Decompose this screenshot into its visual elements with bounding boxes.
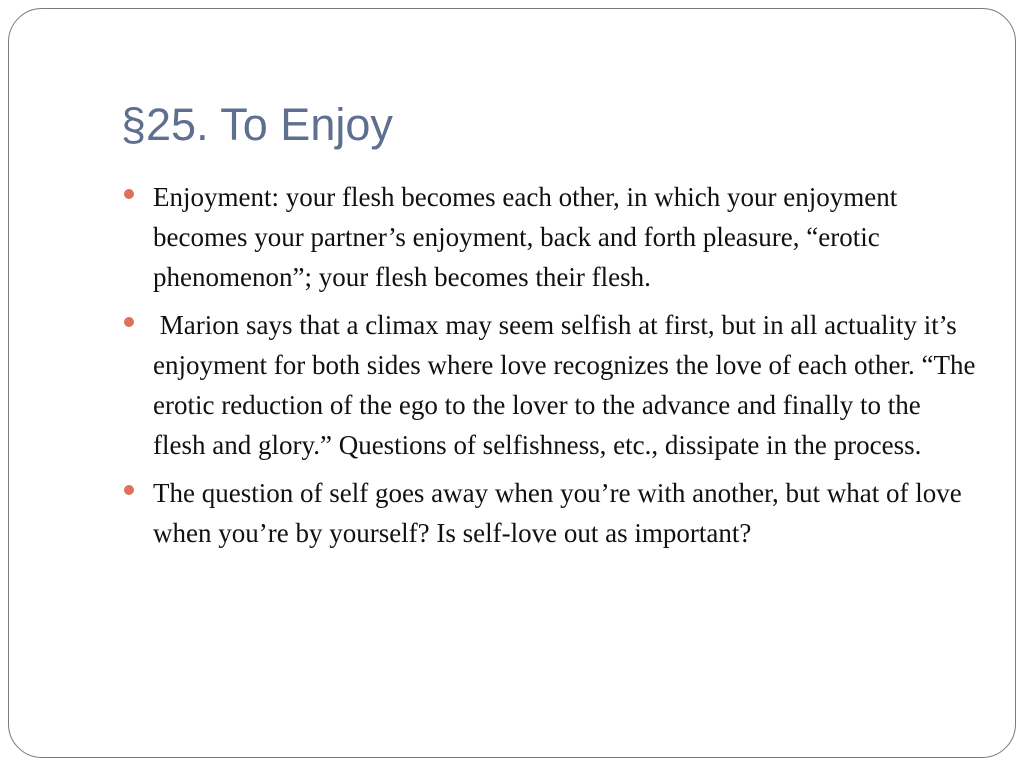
bullet-list (153, 177, 983, 561)
bullet-item-3 (153, 473, 977, 553)
slide-title: §25. To Enjoy (121, 99, 393, 150)
bullet-item-2 (153, 305, 983, 465)
bullet-dot-icon (124, 189, 134, 199)
bullet-text-1: Enjoyment: your flesh becomes each other, in which your enjoyment becomes your partner’s enjoyment, back and forth pleasure, “erotic phenomenon”; your flesh becomes their flesh. (153, 182, 898, 292)
bullet-dot-icon (124, 485, 134, 495)
bullet-text-3: The question of self goes away when you’re with another, but what of love when you’re by yourself? Is self-love out as important? (153, 478, 962, 548)
bullet-dot-icon (124, 317, 134, 327)
slide-frame (8, 8, 1016, 758)
bullet-item-1 (153, 177, 977, 297)
bullet-text-2: Marion says that a climax may seem selfish at first, but in all actuality it’s enjoyment for both sides where love recognizes the love of each other. “The erotic reduction of the ego to the lover to the advance and finally to the flesh and glory.” Questions of selfishness, etc., dissipate in the process. (153, 310, 983, 460)
